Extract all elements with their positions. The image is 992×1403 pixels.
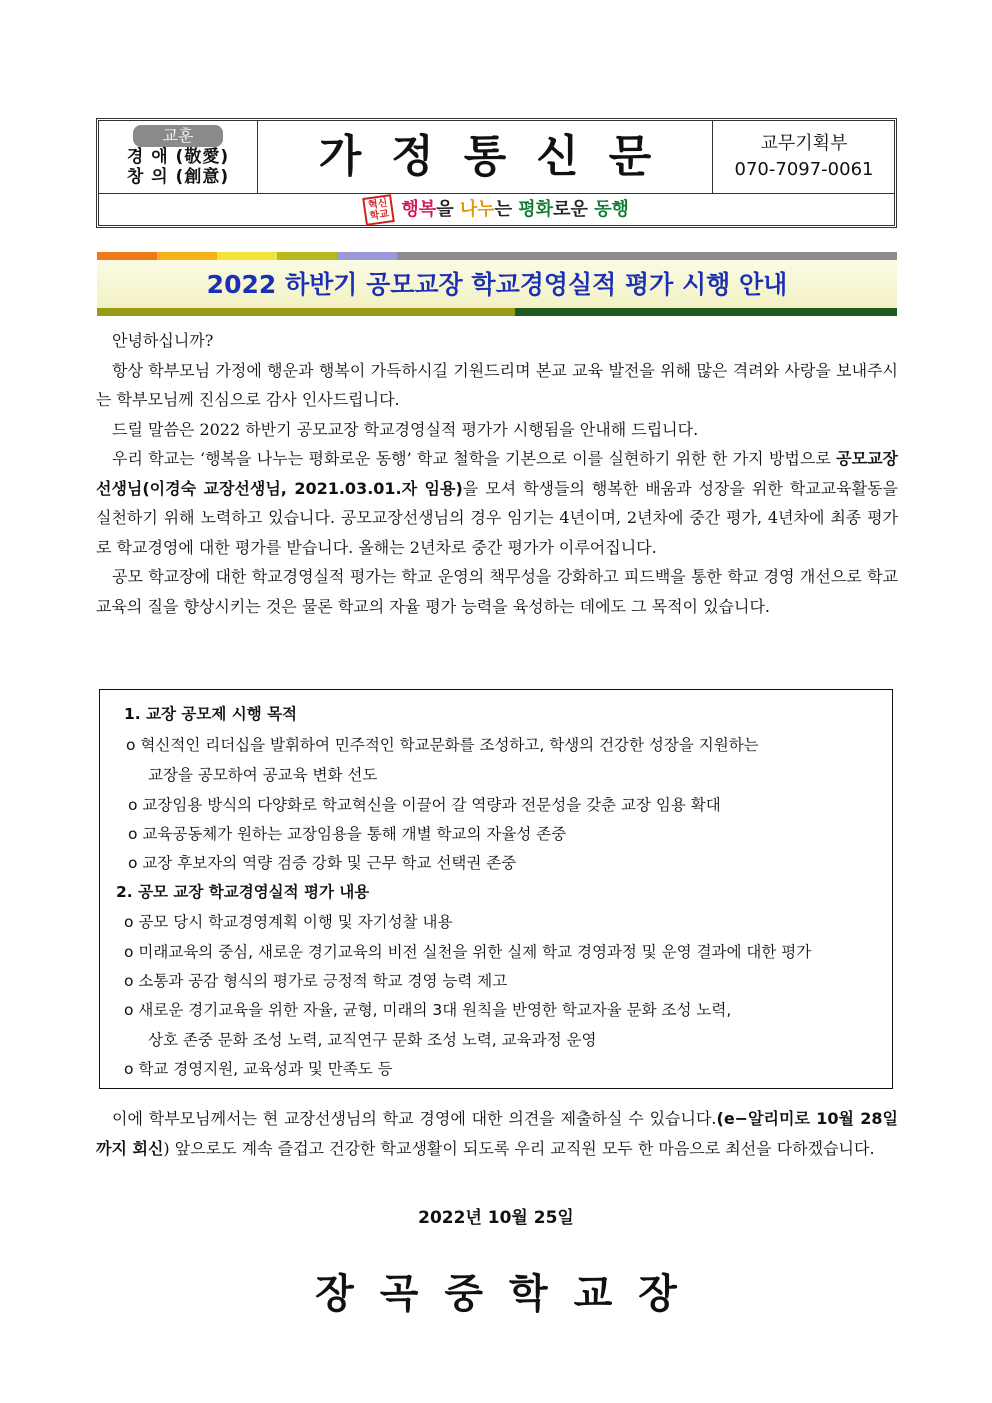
slogan-word-4: 동행 bbox=[594, 199, 629, 220]
color-bar-bottom bbox=[97, 308, 897, 316]
slogan-row: 혁신 학교 행복을 나누는 평화로운 동행 bbox=[99, 193, 894, 225]
list-item: o 교장임용 방식의 다양화로 학교혁신을 이끌어 갈 역량과 전문성을 갖춘 교장 임용 확대 bbox=[128, 796, 721, 814]
motto-line-2: 창 의 (創意) bbox=[126, 167, 230, 187]
slogan-word-1: 행복 bbox=[401, 199, 437, 220]
motto-badge: 교훈 bbox=[133, 125, 223, 147]
paragraph-2: 드릴 말씀은 2022 하반기 공모교장 학교경영실적 평가가 시행됨을 안내해 드립니다. bbox=[112, 419, 699, 439]
header-table bbox=[96, 118, 897, 228]
issue-date: 2022년 10월 25일 bbox=[418, 1208, 574, 1228]
slogan-word-2: 나누 bbox=[459, 199, 495, 220]
paragraph-4: 공모 학교장에 대한 학교경영실적 평가는 학교 운영의 책무성을 강화하고 피드백을 통한 학교 경영 개선으로 학교 교육의 질을 향상시키는 것은 물론 학교의 자율 평가 능력을 육성하는 데에도 그 목적이 있습니다. bbox=[96, 567, 898, 616]
list-item: o 소통과 공감 형식의 평가로 긍정적 학교 경영 능력 제고 bbox=[124, 972, 508, 990]
motto-line-1: 경 애 (敬愛) bbox=[126, 147, 230, 167]
list-item: o 공모 당시 학교경영계획 이행 및 자기성찰 내용 bbox=[124, 913, 453, 931]
newsletter-title: 가정통신문 bbox=[258, 121, 713, 193]
notice-title-banner: 2022 하반기 공모교장 학교경영실적 평가 시행 안내 bbox=[97, 260, 897, 308]
letter-body bbox=[96, 326, 898, 621]
color-bar-top bbox=[97, 252, 897, 260]
school-principal-signature: 장곡중학교장 bbox=[315, 1271, 703, 1317]
list-item-continued: 상호 존중 문화 조성 노력, 교직연구 문화 조성 노력, 교육과정 운영 bbox=[148, 1031, 597, 1049]
closing-paragraph: 이에 학부모님께서는 현 교장선생님의 학교 경영에 대한 의견을 제출하실 수 있습니다.(e−알리미로 10월 28일까지 회신) 앞으로도 계속 즐겁고 건강한 학교생활이 되도록 우리 교직원 모두 한 마음으로 최선을 다하겠습니다. bbox=[96, 1109, 898, 1158]
department: 교무기획부 bbox=[760, 133, 848, 154]
slogan-word-3: 평화 bbox=[518, 199, 554, 220]
phone-number: 070-7097-0061 bbox=[734, 159, 874, 180]
section-heading-1: 1. 교장 공모제 시행 목적 bbox=[124, 705, 298, 723]
list-item: o 교장 후보자의 역량 검증 강화 및 근무 학교 선택권 존중 bbox=[128, 854, 517, 872]
school-motto bbox=[99, 121, 258, 193]
innovation-school-stamp-icon: 혁신 학교 bbox=[362, 194, 395, 226]
list-item: o 교육공동체가 원하는 교장임용을 통해 개별 학교의 자율성 존중 bbox=[128, 825, 567, 843]
contact-info bbox=[714, 121, 894, 193]
paragraph-3: 우리 학교는 ‘행복을 나누는 평화로운 동행’ 학교 철학을 기본으로 이를 실현하기 위한 한 가지 방법으로 공모교장 선생님(이경숙 교장선생님, 2021.03.01.자 임용)을 모셔 학생들의 행복한 배움과 성장을 위한 학교교육활동을 실천하기 위해 노력하고 있습니다. 공모교장선생님의 경우 임기는 4년이며, 2년차에 중간 평가, 4년차에 최종 평가로 학교경영에 대한 평가를 받습니다. 올해는 2년차로 중간 평가가 이루어집니다. bbox=[96, 449, 898, 557]
paragraph-1: 항상 학부모님 가정에 행운과 행복이 가득하시길 기원드리며 본교 교육 발전을 위해 많은 격려와 사랑을 보내주시는 학부모님께 진심으로 감사 인사드립니다. bbox=[96, 360, 898, 409]
list-item: o 미래교육의 중심, 새로운 경기교육의 비전 실천을 위한 실제 학교 경영과정 및 운영 결과에 대한 평가 bbox=[124, 943, 812, 961]
section-heading-2: 2. 공모 교장 학교경영실적 평가 내용 bbox=[116, 883, 370, 901]
list-item: o 학교 경영지원, 교육성과 및 만족도 등 bbox=[124, 1060, 393, 1078]
list-item: o 혁신적인 리더십을 발휘하여 민주적인 학교문화를 조성하고, 학생의 건강한 성장을 지원하는 bbox=[126, 736, 759, 754]
principal-name: 공모교장 선생님(이경숙 교장선생님, 2021.03.01.자 임용) bbox=[96, 449, 898, 498]
list-item: o 새로운 경기교육을 위한 자율, 균형, 미래의 3대 원칙을 반영한 학교자율 문화 조성 노력, bbox=[124, 1001, 732, 1019]
reply-deadline: (e−알리미로 10월 28일까지 회신 bbox=[96, 1109, 898, 1158]
greeting: 안녕하십니까? bbox=[112, 331, 214, 350]
header-top-row bbox=[99, 121, 894, 194]
list-item-continued: 교장을 공모하여 공교육 변화 선도 bbox=[148, 766, 378, 784]
info-box bbox=[99, 689, 893, 1089]
